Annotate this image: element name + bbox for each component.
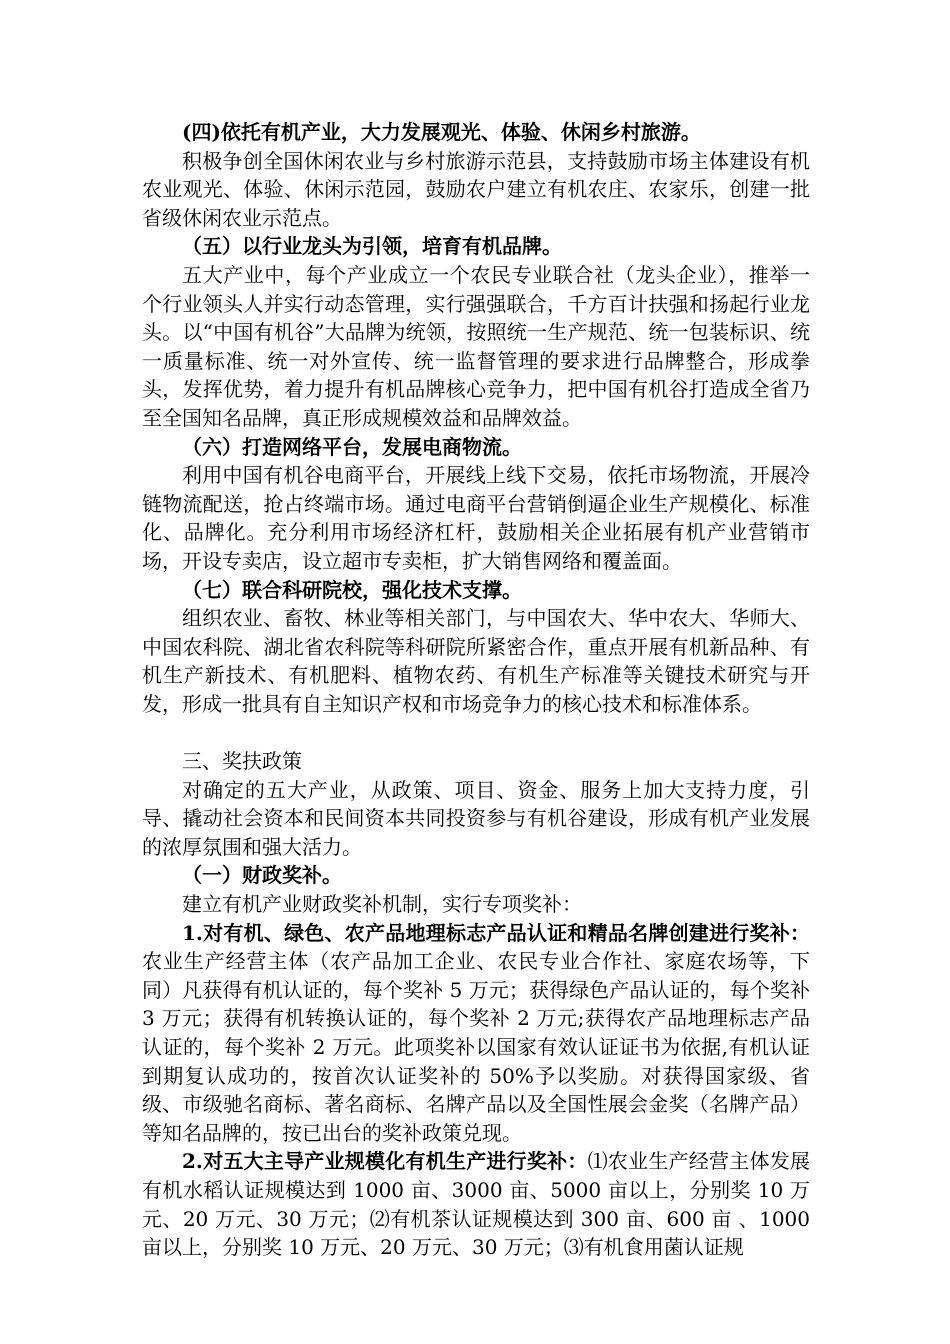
document-page bbox=[142, 118, 810, 1262]
policy-item-1 bbox=[142, 919, 810, 1148]
section-heading-6: （六）打造网络平台，发展电商物流。 bbox=[182, 434, 522, 459]
policy-item-2-lead: 2.对五大主导产业规模化有机生产进行奖补： bbox=[182, 1149, 588, 1174]
paragraph-6: 利用中国有机谷电商平台，开展线上线下交易，依托市场物流，开展冷链物流配送，抢占终端市场。通过电商平台营销倒逼企业生产规模化、标准化、品牌化。充分利用市场经济杠杆，鼓励相关企业拓展有机产业营销市场，开设专卖店，设立超市专卖柜，扩大销售网络和覆盖面。 bbox=[142, 463, 810, 573]
paragraph-5: 五大产业中，每个产业成立一个农民专业联合社（龙头企业），推举一个行业领头人并实行动态管理，实行强强联合，千方百计扶强和扬起行业龙头。以“中国有机谷”大品牌为统领，按照统一生产规范、统一包装标识、统一质量标准、统一对外宣传、统一监督管理的要求进行品牌整合，形成拳头，发挥优势，着力提升有机品牌核心竞争力，把中国有机谷打造成全省乃至全国知名品牌，真正形成规模效益和品牌效益。 bbox=[142, 262, 810, 430]
paragraph-7: 组织农业、畜牧、林业等相关部门，与中国农大、华中农大、华师大、中国农科院、湖北省农科院等科研院所紧密合作，重点开展有机新品种、有机生产新技术、有机肥料、植物农药、有机生产标准等关键技术研究与开发，形成一批具有自主知识产权和市场竞争力的核心技术和标准体系。 bbox=[142, 606, 810, 716]
section-heading-5: （五）以行业龙头为引领，培育有机品牌。 bbox=[182, 234, 562, 259]
policy-item-2-body: ⑴农业生产经营主体发展有机水稻认证规模达到 1000 亩、3000 亩、5000 亩以上，分别奖 10 万元、20 万元、30 万元；⑵有机茶认证规模达到 300 亩、600 亩 、1000 亩以上，分别奖 10 万元、20 万元、30 万元；⑶有机食用菌认证规 bbox=[142, 1149, 810, 1260]
subsection-1-intro: 建立有机产业财政奖补机制，实行专项奖补： bbox=[182, 892, 582, 917]
chapter-3-intro: 对确定的五大产业，从政策、项目、资金、服务上加大支持力度，引导、撬动社会资本和民间资本共同投资参与有机谷建设，形成有机产业发展的浓厚氛围和强大活力。 bbox=[142, 777, 810, 859]
paragraph-4: 积极争创全国休闲农业与乡村旅游示范县，支持鼓励市场主体建设有机农业观光、体验、休闲示范园，鼓励农户建立有机农庄、农家乐，创建一批省级休闲农业示范点。 bbox=[142, 148, 810, 230]
section-heading-7: （七）联合科研院校，强化技术支撑。 bbox=[182, 577, 522, 602]
blank-line bbox=[142, 718, 810, 747]
policy-item-2 bbox=[142, 1147, 810, 1261]
chapter-title-3: 三、奖扶政策 bbox=[182, 749, 302, 774]
policy-item-1-body: 农业生产经营主体（农产品加工企业、农民专业合作社、家庭农场等，下同）凡获得有机认证的，每个奖补 5 万元；获得绿色产品认证的，每个奖补 3 万元；获得有机转换认证的，每个奖补 2 万元;获得农产品地理标志产品认证的，每个奖补 2 万元。此项奖补以国家有效认证证书为依据,有机认证到期复认成功的，按首次认证奖补的 50%予以奖励。对获得国家级、省级、市级驰名商标、著名商标、名牌产品以及全国性展会金奖（名牌产品）等知名品牌的，按已出台的奖补政策兑现。 bbox=[142, 949, 810, 1145]
section-heading-4: (四)依托有机产业，大力发展观光、体验、休闲乡村旅游。 bbox=[182, 120, 701, 144]
policy-item-1-lead: 1.对有机、绿色、农产品地理标志产品认证和精品名牌创建进行奖补： bbox=[182, 920, 810, 945]
subsection-title-1: （一）财政奖补。 bbox=[182, 863, 342, 888]
